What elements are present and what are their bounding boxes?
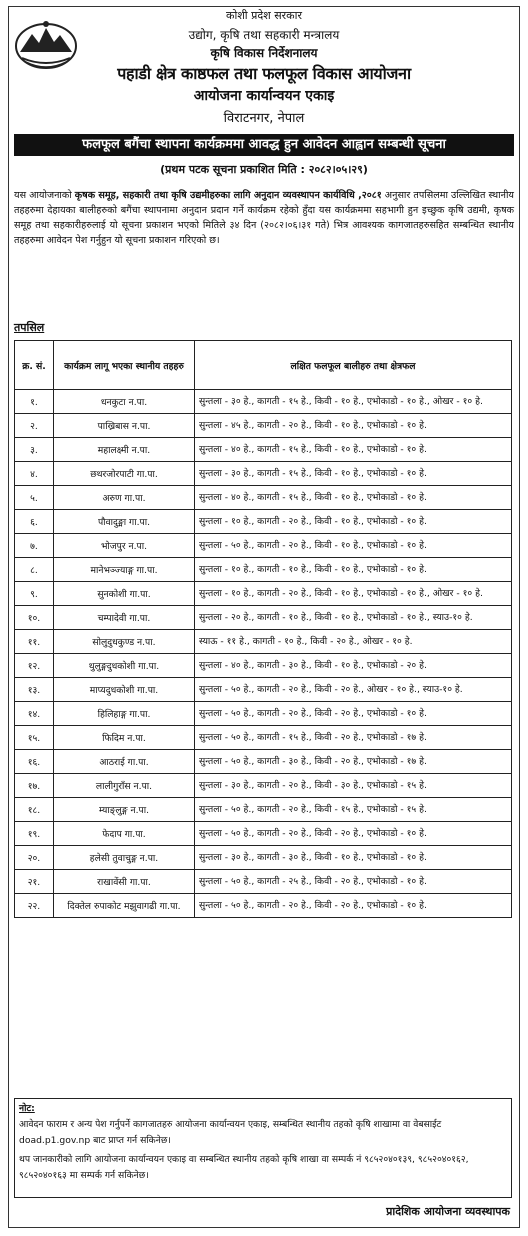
- local-level: आठराई गा.पा.: [54, 750, 195, 774]
- row-number: २१.: [15, 870, 54, 894]
- local-level: फेदाप गा.पा.: [54, 822, 195, 846]
- table-row: [15, 822, 512, 846]
- row-number: १९.: [15, 822, 54, 846]
- crop-area: सुन्तला - ५० हे., कागती - २५ हे., किवी - २० हे., एभोकाडो - १० हे.: [195, 870, 512, 894]
- crop-area: सुन्तला - ५० हे., कागती - १५ हे., किवी - २० हे., एभोकाडो - १७ हे.: [195, 726, 512, 750]
- notes-para-1: आवेदन फाराम र अन्य पेश गर्नुपर्ने कागजातहरु आयोजना कार्यान्वयन एकाइ, सम्बन्धित स्थानीय तहको कृषि शाखामा वा वेबसाईट doad.p1.gov.np बाट प्राप्त गर्न सकिनेछ।: [19, 1119, 442, 1146]
- table-row: [15, 414, 512, 438]
- table-row: [15, 870, 512, 894]
- crop-area: सुन्तला - १० हे., कागती - २० हे., किवी - १० हे., एभोकाडो - १० हे.: [195, 510, 512, 534]
- row-number: ९.: [15, 582, 54, 606]
- row-number: १५.: [15, 726, 54, 750]
- location: विराटनगर, नेपाल: [223, 111, 305, 126]
- row-number: ७.: [15, 534, 54, 558]
- table-row: [15, 726, 512, 750]
- local-level: हलेसी तुवाचुङ्ग न.पा.: [54, 846, 195, 870]
- notes-para-2: थप जानकारीको लागि आयोजना कार्यान्वयन एकाइ वा सम्बन्धित स्थानीय तहको कृषि शाखा वा सम्पर्क नं ९८५२०४०१३९, ९८५२०४०१६२, ९८५२०४०१६३ मा सम्पर्क गर्न सकिनेछ।: [19, 1154, 469, 1181]
- table-row: [15, 894, 512, 918]
- local-level: धनकुटा न.पा.: [54, 390, 195, 414]
- crop-area: सुन्तला - ५० हे., कागती - २० हे., किवी - २० हे., एभोकाडो - १० हे.: [195, 894, 512, 918]
- local-level: थुलुङ्गदुधकोशी गा.पा.: [54, 654, 195, 678]
- row-number: ३.: [15, 438, 54, 462]
- crop-area: सुन्तला - १० हे., कागती - २० हे., किवी - १० हे., एभोकाडो - १० हे., ओखर - १० हे.: [195, 582, 512, 606]
- row-number: १७.: [15, 774, 54, 798]
- local-level: पौवादुङ्मा गा.पा.: [54, 510, 195, 534]
- local-level: मानेभञ्ज्याङ्ग गा.पा.: [54, 558, 195, 582]
- row-number: १०.: [15, 606, 54, 630]
- col-header-area: लक्षित फलफूल बालीहरु तथा क्षेत्रफल: [195, 341, 512, 390]
- crop-area: सुन्तला - ४० हे., कागती - १५ हे., किवी - १० हे., एभोकाडो - १० हे.: [195, 438, 512, 462]
- notes-box: [14, 1098, 512, 1198]
- directorate-title: कृषि विकास निर्देशनालय: [210, 46, 318, 60]
- table-row: [15, 798, 512, 822]
- table-row: [15, 630, 512, 654]
- crop-area: सुन्तला - ४५ हे., कागती - २० हे., किवी - १० हे., एभोकाडो - १० हे.: [195, 414, 512, 438]
- row-number: १८.: [15, 798, 54, 822]
- crop-area: सुन्तला - ३० हे., कागती - ३० हे., किवी - १० हे., एभोकाडो - १० हे.: [195, 846, 512, 870]
- row-number: १६.: [15, 750, 54, 774]
- ministry-title: उद्योग, कृषि तथा सहकारी मन्त्रालय: [188, 28, 340, 42]
- intro-paragraph: [14, 188, 514, 248]
- local-level: छथरजोरपाटी गा.पा.: [54, 462, 195, 486]
- crop-area: सुन्तला - ५० हे., कागती - २० हे., किवी - १५ हे., एभोकाडो - १५ हे.: [195, 798, 512, 822]
- publication-date: (प्रथम पटक सूचना प्रकाशित मिति : २०८२।०५।२९): [160, 163, 368, 176]
- table-row: [15, 390, 512, 414]
- local-level: दिक्तेल रुपाकोट मझुवागढी गा.पा.: [54, 894, 195, 918]
- table-row: [15, 462, 512, 486]
- crop-area: सुन्तला - ५० हे., कागती - २० हे., किवी - १० हे., एभोकाडो - १० हे.: [195, 534, 512, 558]
- unit-title: आयोजना कार्यान्वयन एकाइ: [193, 88, 335, 104]
- local-level: लालीगुराँस न.पा.: [54, 774, 195, 798]
- intro-text-1: यस आयोजनाको: [14, 190, 75, 201]
- intro-text-2: अनुसार तपसिलमा उल्लिखित स्थानीय तहहरुमा देहायका बालीहरुको बगैंचा स्थापनामा अनुदान प्रदान गर्ने कार्यक्रम रहेको हुँदा यस कार्यक्रममा सहभागी हुन इच्छुक कृषि उद्यमी, कृषक समूह तथा सहकारीहरुलाई यो सूचना प्रकाशन भएको मितिले ३४ दिन (२०८२।०६।३१ गते) भित्र आवश्यक कागजातहरुसहित सम्बन्धित स्थानीय तहहरुमा आवेदन पेश गर्नुहुन यो सूचना प्रकाशन गरिएको छ।: [14, 190, 514, 246]
- local-level: सोलुदुधकुण्ड न.पा.: [54, 630, 195, 654]
- table-row: [15, 774, 512, 798]
- table-row: [15, 438, 512, 462]
- row-number: १४.: [15, 702, 54, 726]
- table-row: [15, 534, 512, 558]
- signatory: प्रादेशिक आयोजना व्यवस्थापक: [386, 1205, 510, 1218]
- table-row: [15, 582, 512, 606]
- crop-area: सुन्तला - ५० हे., कागती - २० हे., किवी - २० हे., ओखर - १० हे., स्याउ-१० हे.: [195, 678, 512, 702]
- row-number: १.: [15, 390, 54, 414]
- local-level: राखावेंसी गा.पा.: [54, 870, 195, 894]
- local-level: अरुण गा.पा.: [54, 486, 195, 510]
- row-number: ८.: [15, 558, 54, 582]
- crop-area: सुन्तला - ३० हे., कागती - १५ हे., किवी - १० हे., एभोकाडो - १० हे.: [195, 462, 512, 486]
- crop-area: स्याऊ - ११ हे., कागती - १० हे., किवी - २० हे., ओखर - १० हे.: [195, 630, 512, 654]
- crop-area: सुन्तला - ३० हे., कागती - २० हे., किवी - ३० हे., एभोकाडो - १५ हे.: [195, 774, 512, 798]
- crop-area: सुन्तला - ५० हे., कागती - २० हे., किवी - २० हे., एभोकाडो - १० हे.: [195, 822, 512, 846]
- col-header-palika: कार्यक्रम लागू भएका स्थानीय तहहरु: [54, 341, 195, 390]
- table-row: [15, 486, 512, 510]
- table-row: [15, 558, 512, 582]
- table-row: [15, 654, 512, 678]
- crop-area: सुन्तला - १० हे., कागती - १० हे., किवी - १० हे., एभोकाडो - १० हे.: [195, 558, 512, 582]
- row-number: ५.: [15, 486, 54, 510]
- row-number: २०.: [15, 846, 54, 870]
- local-level: भोजपुर न.पा.: [54, 534, 195, 558]
- local-level: चम्पादेवी गा.पा.: [54, 606, 195, 630]
- crop-area: सुन्तला - ४० हे., कागती - १५ हे., किवी - १० हे., एभोकाडो - १० हे.: [195, 486, 512, 510]
- table-row: [15, 750, 512, 774]
- row-number: ११.: [15, 630, 54, 654]
- row-number: १३.: [15, 678, 54, 702]
- row-number: ४.: [15, 462, 54, 486]
- crop-area: सुन्तला - ४० हे., कागती - ३० हे., किवी - १० हे., एभोकाडो - २० हे.: [195, 654, 512, 678]
- table-header-row: [15, 341, 512, 390]
- crop-area: सुन्तला - ५० हे., कागती - २० हे., किवी - २० हे., एभोकाडो - १० हे.: [195, 702, 512, 726]
- row-number: २२.: [15, 894, 54, 918]
- tapsil-label: तपसिल: [14, 321, 45, 334]
- program-table: [14, 340, 512, 918]
- crop-area: सुन्तला - २० हे., कागती - १० हे., किवी - १० हे., एभोकाडो - १० हे., स्याउ-१० हे.: [195, 606, 512, 630]
- local-level: पाख्रिबास न.पा.: [54, 414, 195, 438]
- local-level: फिदिम न.पा.: [54, 726, 195, 750]
- local-level: म्याङ्लुङ्ग न.पा.: [54, 798, 195, 822]
- notes-label: नोट:: [19, 1103, 35, 1114]
- gov-title: कोशी प्रदेश सरकार: [226, 9, 302, 22]
- local-level: माप्यदुधकोशी गा.पा.: [54, 678, 195, 702]
- table-row: [15, 846, 512, 870]
- table-row: [15, 606, 512, 630]
- local-level: हिलिहाङ्ग गा.पा.: [54, 702, 195, 726]
- row-number: ६.: [15, 510, 54, 534]
- local-level: सुनकोशी गा.पा.: [54, 582, 195, 606]
- row-number: २.: [15, 414, 54, 438]
- table-row: [15, 702, 512, 726]
- intro-bold: कृषक समूह, सहकारी तथा कृषि उद्यमीहरुका लागि अनुदान व्यवस्थापन कार्यविधि ,२०८१: [74, 190, 382, 201]
- project-title: पहाडी क्षेत्र काष्ठफल तथा फलफूल विकास आयोजना: [117, 64, 411, 83]
- crop-area: सुन्तला - ५० हे., कागती - ३० हे., किवी - २० हे., एभोकाडो - १७ हे.: [195, 750, 512, 774]
- crop-area: सुन्तला - ३० हे., कागती - १५ हे., किवी - १० हे., एभोकाडो - १० हे., ओखर - १० हे.: [195, 390, 512, 414]
- table-row: [15, 678, 512, 702]
- notice-banner: फलफूल बगैंचा स्थापना कार्यक्रममा आवद्ध हुन आवेदन आह्वान सम्बन्धी सूचना: [14, 134, 514, 156]
- col-header-sn: क्र. सं.: [15, 341, 54, 390]
- table-row: [15, 510, 512, 534]
- local-level: महालक्ष्मी न.पा.: [54, 438, 195, 462]
- row-number: १२.: [15, 654, 54, 678]
